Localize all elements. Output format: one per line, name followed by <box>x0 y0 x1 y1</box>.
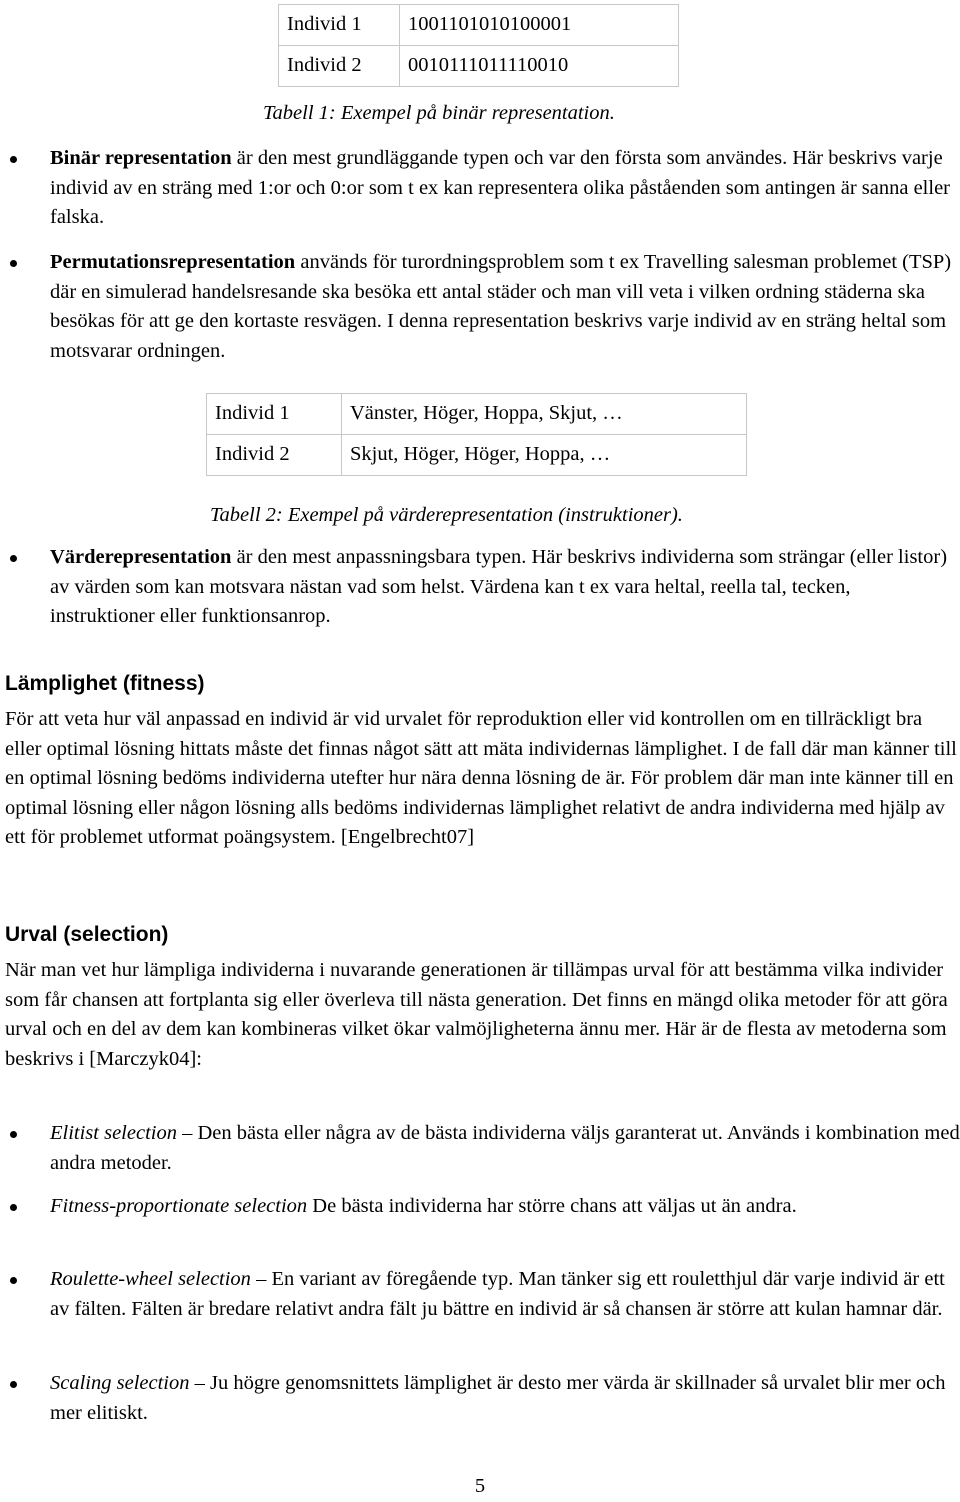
bullet-icon <box>10 1277 17 1284</box>
list-item-term: Elitist selection <box>50 1122 177 1144</box>
table-cell-label: Individ 1 <box>279 5 400 46</box>
table-cell-value: 0010111011110010 <box>400 46 679 87</box>
list-item-body: De bästa individerna har större chans att väljas ut än andra. <box>307 1195 797 1217</box>
bullet-icon <box>10 1381 17 1388</box>
bullet-icon <box>10 555 17 562</box>
list-item-text <box>50 1192 960 1222</box>
table-cell-label: Individ 2 <box>279 46 400 87</box>
list-item-text <box>50 543 960 632</box>
list-item-term: Fitness-proportionate selection <box>50 1195 308 1217</box>
list-item-body: är den mest grundläggande typen och var den första som användes. Här beskrivs varje individ av en sträng med 1:or och 0:or som t ex kan representera olika påståenden som antingen är sanna eller falska. <box>50 147 950 228</box>
table-row <box>279 5 679 46</box>
list-item-text <box>50 1369 960 1428</box>
list-item-text <box>50 248 960 366</box>
list-item-body: är den mest anpassningsbara typen. Här beskrivs individerna som strängar (eller listor) av värden som kan motsvara nästan vad som helst. Värdena kan t ex vara heltal, reella tal, tecken, instruktioner eller funktionsanrop. <box>50 546 948 627</box>
list-item-term: Roulette-wheel selection <box>50 1268 251 1290</box>
section-heading-fitness: Lämplighet (fitness) <box>5 672 205 695</box>
table-row <box>207 394 747 435</box>
table-caption: Tabell 1: Exempel på binär representation. <box>263 102 615 124</box>
list-item-body: används för turordningsproblem som t ex Travelling salesman problemet (TSP) där en simulerad handelsresande ska besöka ett antal städer och man vill veta i vilken ordning städerna ska besökas för att ge den kortaste resvägen. I denna representation beskrivs varje individ av en sträng heltal som motsvarar ordningen. <box>50 251 952 362</box>
bullet-icon <box>10 1204 17 1211</box>
list-item-body: – Den bästa eller några av de bästa individerna väljs garanterat ut. Används i kombination med andra metoder. <box>50 1122 960 1174</box>
table-value-representation <box>206 393 747 476</box>
table-cell-value: 1001101010100001 <box>400 5 679 46</box>
list-item-term: Binär representation <box>50 147 232 169</box>
table-binary-representation <box>278 4 679 87</box>
list-item-term: Scaling selection <box>50 1372 190 1394</box>
list-item-text <box>50 1119 960 1178</box>
table-cell-value: Vänster, Höger, Hoppa, Skjut, … <box>342 394 747 435</box>
fitness-paragraph: För att veta hur väl anpassad en individ är vid urvalet för reproduktion eller vid kontrollen om en tillräckligt bra eller optimal lösning hittats måste det finnas något sätt att mäta individernas lämplighet. I de fall där man känner till en optimal lösning bedöms individerna utefter hur nära denna lösning de är. För problem där man inte känner till en optimal lösning eller någon lösning alls bedöms individernas lämplighet relativt de andra individerna med hjälp av ett för problemet utformat poängsystem. [Engelbrecht07] <box>5 708 957 848</box>
section-heading-selection: Urval (selection) <box>5 923 169 946</box>
list-item-text <box>50 1265 960 1324</box>
bullet-icon <box>10 156 17 163</box>
table-cell-value: Skjut, Höger, Höger, Hoppa, … <box>342 435 747 476</box>
table-cell-label: Individ 2 <box>207 435 342 476</box>
selection-paragraph: När man vet hur lämpliga individerna i nuvarande generationen är tillämpas urval för att bestämma vilka individer som får chansen att fortplanta sig eller överleva till nästa generation. Det finns en mängd olika metoder för att göra urval och en del av dem kan kombineras vilket ökar valmöjligheterna ännu mer. Här är de flesta av metoderna som beskrivs i [Marczyk04]: <box>5 959 948 1070</box>
bullet-icon <box>10 260 17 267</box>
list-item-text <box>50 144 960 233</box>
list-item-term: Värderepresentation <box>50 546 232 568</box>
page-number: 5 <box>474 1475 486 1497</box>
table-row <box>279 46 679 87</box>
list-item-term: Permutationsrepresentation <box>50 251 296 273</box>
list-item-body: – Ju högre genomsnittets lämplighet är desto mer värda är skillnader så urvalet blir mer och mer elitiskt. <box>50 1372 946 1424</box>
table-cell-label: Individ 1 <box>207 394 342 435</box>
list-item-body: – En variant av föregående typ. Man tänker sig ett rouletthjul där varje individ är ett av fälten. Fälten är bredare relativt andra fält ju bättre en individ är så chansen är större att kulan hamnar där. <box>50 1268 945 1320</box>
bullet-icon <box>10 1131 17 1138</box>
table-caption: Tabell 2: Exempel på värderepresentation (instruktioner). <box>210 504 683 526</box>
table-row <box>207 435 747 476</box>
